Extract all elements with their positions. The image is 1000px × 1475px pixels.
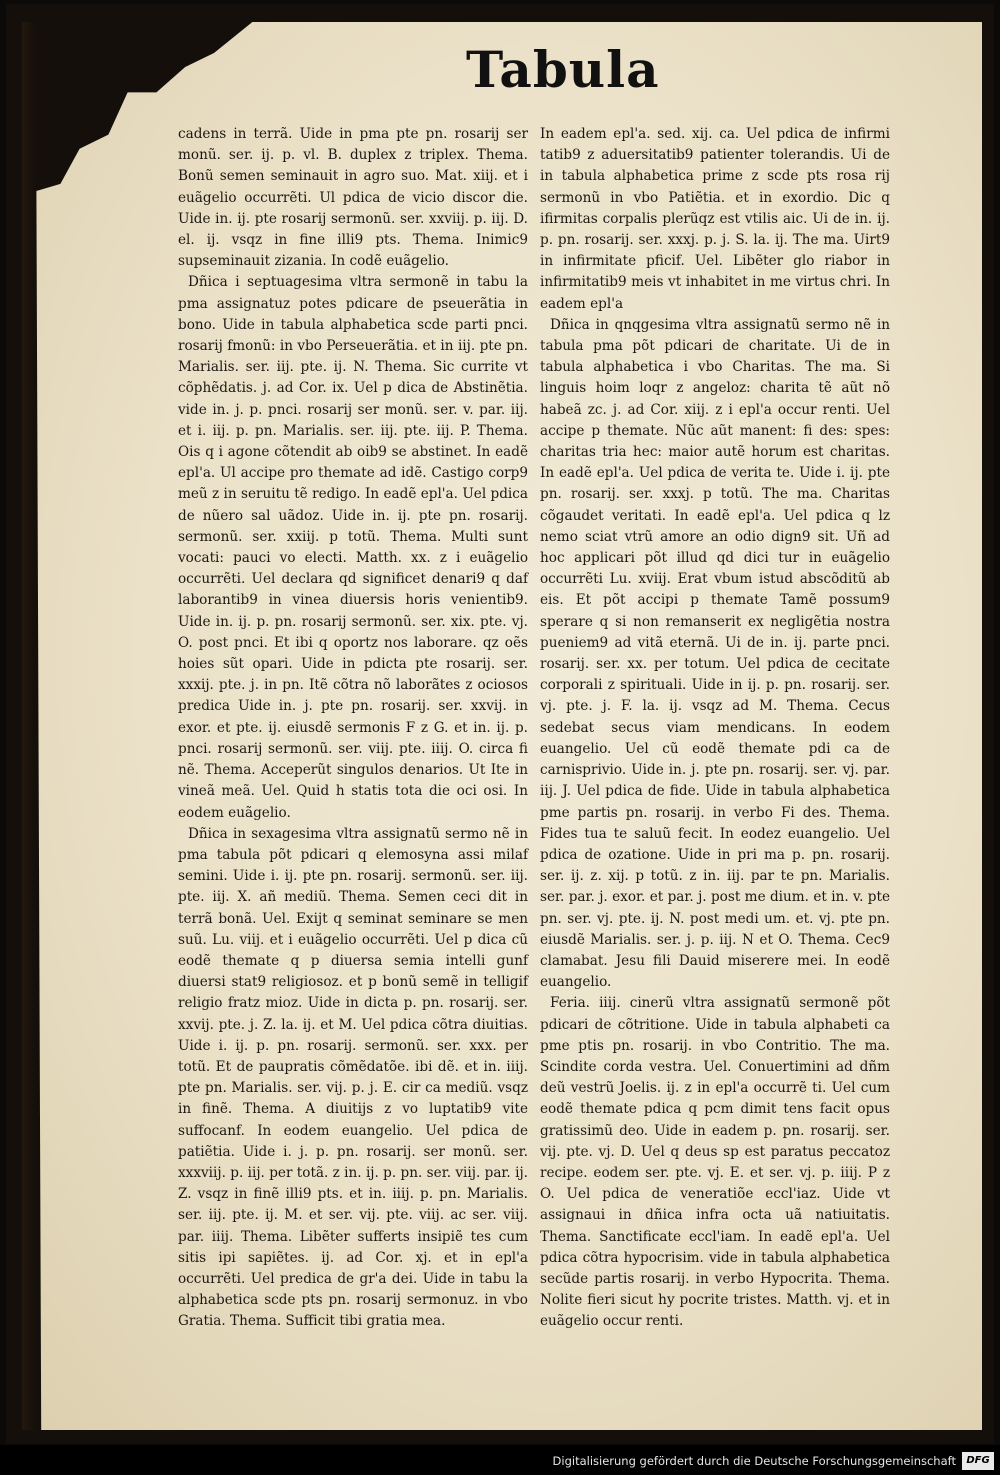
page-gutter-shadow	[22, 22, 36, 1430]
text-column-left	[178, 124, 528, 1333]
paragraph: Feria. iiij. cinerũ vltra assignatũ sermonẽ põt pdicari de cõtritione. Uide in tabula alphabeti ca pme ptis pn. rosarij. in vbo Contritio. The ma. Scindite corda vestra. Uel. Conuertimini ad dñm deũ vestrũ Joelis. ij. z in epl'a occurrẽ ti. Uel cum eodẽ themate pdica q pcm dimit tens facit opus gratissimũ deo. Uide in eadem p. pn. rosarij. ser. vij. pte. vj. D. Uel q deus sp est paratus peccatoz recipe. eodem ser. pte. vj. E. et ser. vj. p. iiij. P z O. Uel pdica de veneratiõe eccl'iaz. Uide vt assignaui in dñica infra octa uã natiuitatis. Thema. Sanctificate eccl'iam. In eadẽ epl'a. Uel pdica cõtra hypocrisim. vide in tabula alphabetica secũde partis rosarij. in verbo Hypocrita. Thema. Nolite fieri sicut hy pocrite tristes. Matth. vj. et in euãgelio occur renti.	[540, 995, 890, 1330]
text-column-right	[540, 124, 890, 1333]
running-head: Tabula	[466, 40, 660, 99]
paragraph: Dñica in qnqgesima vltra assignatũ sermo nẽ in tabula pma põt pdicari de charitate. Ui de in tabula alphabetica i vbo Charitas. The ma. Si linguis hoim loqr z angeloz: charita tẽ aũt nõ habeã zc. j. ad Cor. xiij. z i epl'a occur renti. Uel accipe p themate. Nũc aũt manent: fi des: spes: charitas tria hec: maior autẽ horum est charitas. In eadẽ epl'a. Uel pdica de verita te. Uide i. ij. pte pn. rosarij. ser. xxxj. p totũ. The ma. Charitas cõgaudet veritati. In eadẽ epl'a. Uel pdica q lz nemo sciat vtrũ amore an odio dign9 sit. Uñ ad hoc applicari põt illud qd dici tur in euãgelio occurrẽti Lu. xviij. Erat vbum istud abscõditũ ab eis. Et põt accipi p themate Tamẽ possum9 sperare q si non remanserit ex negligẽtia nostra pueniem9 ad vitã eternã. Ui de in. ij. parte pnci. rosarij. ser. xx. per totum. Uel pdica de cecitate corporali z spirituali. Uide in ij. p. pn. rosarij. ser. vj. pte. j. F. la. ij. vsqz ad M. Thema. Cecus sedebat secus viam mendicans. In eodem euangelio. Uel cũ eodẽ themate pdi ca de carnisprivio. Uide in. j. pte pn. rosarij. ser. vj. par. iij. J. Uel pdica de fide. Uide in tabula alphabetica pme partis pn. rosarij. in verbo Fi des. Thema. Fides tua te saluũ fecit. In eodez euangelio. Uel pdica de ozatione. Uide in pri ma p. pn. rosarij. ser. ij. z. xij. p totũ. z in. iij. par te pn. Marialis. ser. par. j. exor. et par. j. post me dium. et in. v. pte pn. ser. vj. pte. ij. N. post medi um. et. vj. pte pn. eiusdẽ Marialis. ser. j. p. iij. N et O. Thema. Cec9 clamabat. Jesu fili Dauid miserere mei. In eodẽ euangelio.	[540, 316, 890, 991]
paragraph: In eadem epl'a. sed. xij. ca. Uel pdica de infirmi tatib9 z aduersitatib9 patienter tolerandis. Ui de in tabula alphabetica prime z scde pts rosa rij sermonũ in vbo Patiẽtia. et in exordio. Dic q ifirmitas corpalis plerũqz est vtilis aic. Ui de in. ij. p. pn. rosarij. ser. xxxj. p. j. S. la. ij. The ma. Uirt9 in infirmitate pficif. Uel. Libẽter glo riabor in infirmitatib9 meis vt inhabitet in me virtus chri. In eadem epl'a	[540, 126, 890, 312]
dfg-logo-icon: DFG	[962, 1452, 994, 1470]
funding-credit: Digitalisierung gefördert durch die Deutsche Forschungsgemeinschaft	[552, 1454, 956, 1468]
paragraph: Dñica i septuagesima vltra sermonẽ in tabu la pma assignatuz potes pdicare de pseuerãtia in bono. Uide in tabula alphabetica scde parti pnci. rosarij fmonũ: in vbo Perseuerãtia. et in iij. pte pn. Marialis. ser. iij. pte. ij. N. Thema. Sic currite vt cõphẽdatis. j. ad Cor. ix. Uel p dica de Abstinẽtia. vide in. j. p. pnci. rosarij ser monũ. ser. v. par. iij. et i. iij. p. pn. Marialis. ser. iij. pte. iij. P. Thema. Ois q i agone cõtendit ab oib9 se abstinet. In eadẽ epl'a. Ul accipe pro themate ad idẽ. Castigo corp9 meũ z in seruitu tẽ redigo. In eadẽ epl'a. Uel pdica de nũero sal uãdoz. Uide in. ij. pte pn. rosarij. sermonũ. ser. xxiij. p totũ. Thema. Multi sunt vocati: pauci vo electi. Matth. xx. z i euãgelio occurrẽti. Uel declara qd significet denari9 q daf laborantib9 in vinea diuersis horis venientib9. Uide in. ij. p. pn. rosarij sermonũ. ser. xix. pte. vj. O. post pnci. Et ibi q oportz nos laborare. qz oẽs hoies sũt opari. Uide in pdicta pte rosarij. ser. xxxij. pte. j. in pn. Itẽ cõtra nõ laborãtes z ociosos predica Uide in. j. pte pn. rosarij. ser. xxvij. in exor. et pte. ij. eiusdẽ sermonis F z G. et in. ij. p. pnci. rosarij sermonũ. ser. viij. pte. iiij. O. circa fi nẽ. Thema. Acceperũt singulos denarios. Ut Ite in vineã meã. Uel. Quid h statis tota die oci osi. In eodem euãgelio.	[178, 274, 528, 821]
paragraph: cadens in terrã. Uide in pma pte pn. rosarij ser monũ. ser. ij. p. vl. B. duplex z triplex. Thema. Bonũ semen seminauit in agro suo. Mat. xiij. et i euãgelio occurrẽti. Ul pdica de vicio discor die. Uide in. ij. pte rosarij sermonũ. ser. xxviij. p. iij. D. el. ij. vsqz in fine illi9 pts. Thema. Inimic9 supseminauit zizania. In codẽ euãgelio.	[178, 126, 528, 270]
footer-bar	[0, 1445, 1000, 1475]
paragraph: Dñica in sexagesima vltra assignatũ sermo nẽ in pma tabula põt pdicari q elemosyna assi milaf semini. Uide i. ij. pte pn. rosarij. sermonũ. ser. iij. pte. iij. X. añ mediũ. Thema. Semen ceci dit in terrã bonã. Uel. Exijt q seminat seminare se men suũ. Lu. viij. et i euãgelio occurrẽti. Uel p dica cũ eodẽ themate q p diuersa semia intelli gunf diuersi stat9 religiosoz. et p bonũ semẽ in telligif religio fratz mioz. Uide in dicta p. pn. rosarij. ser. xxvij. pte. j. Z. la. ij. et M. Uel pdica cõtra diuitias. Uide i. ij. p. pn. rosarij. sermonũ. ser. xxx. per totũ. Et de paupratis cõmẽdatõe. ibi dẽ. et in. iiij. pte pn. Marialis. ser. vij. p. j. E. cir ca mediũ. vsqz in finẽ. Thema. A diuitijs z vo luptatib9 vite suffocanf. In eodem euangelio. Uel pdica de patiẽtia. Uide i. j. p. pn. rosarij. ser monũ. ser. xxxviij. p. iij. per totã. z in. ij. p. pn. ser. viij. par. ij. Z. vsqz in finẽ illi9 pts. et in. iiij. p. pn. Marialis. ser. iij. pte. ij. M. et ser. vij. pte. viij. ac ser. viij. par. iiij. Thema. Libẽter sufferts insipiẽ tes cum sitis ipi sapiẽtes. ij. ad Cor. xj. et in epl'a occurrẽti. Uel predica de gr'a dei. Uide in tabu la alphabetica scde pts pn. rosarij sermonuz. in vbo Gratia. Thema. Sufficit tibi gratia mea.	[178, 825, 528, 1330]
